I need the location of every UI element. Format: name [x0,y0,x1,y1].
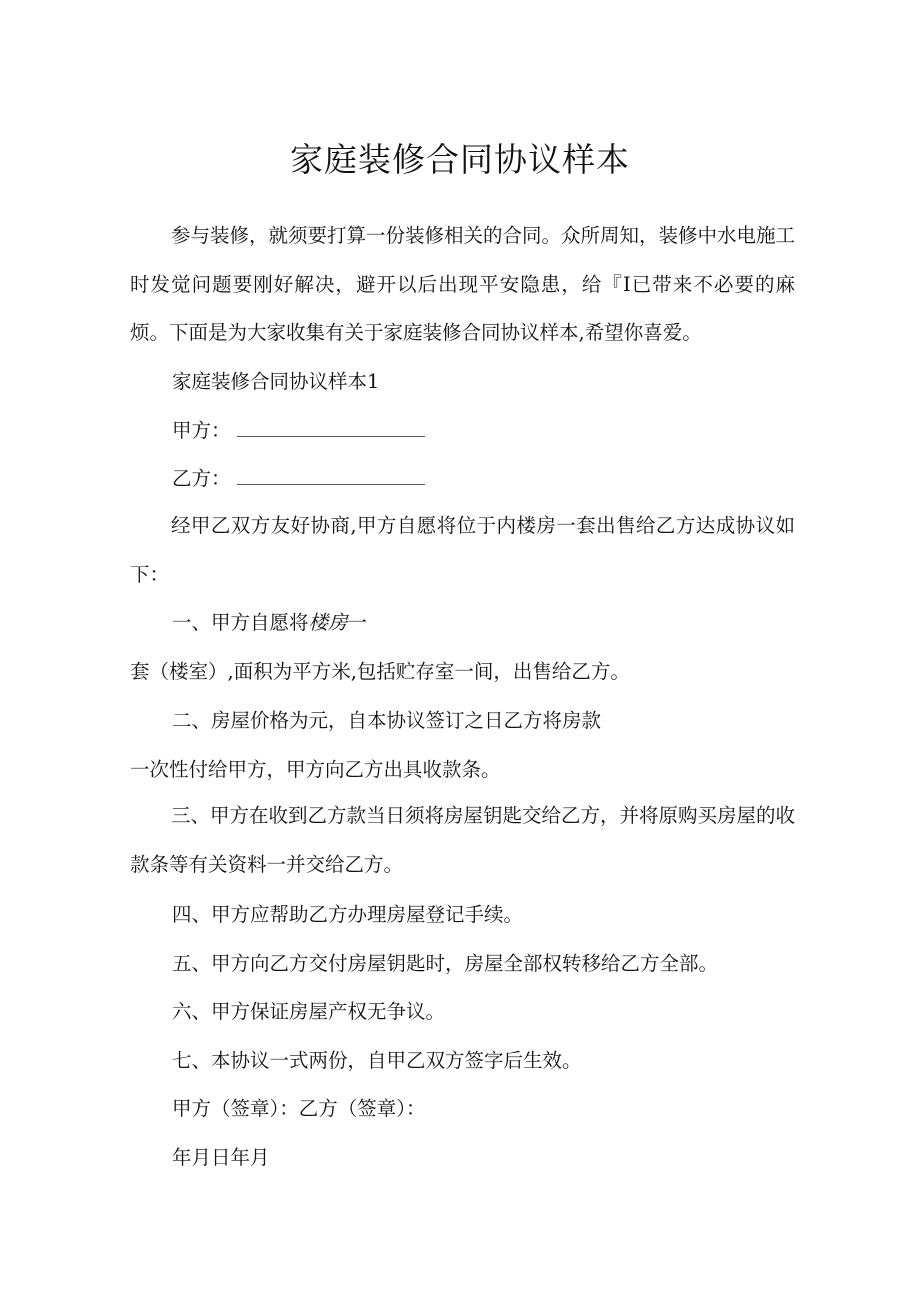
agreement-intro-paragraph: 经甲乙双方友好协商,甲方自愿将位于内楼房一套出售给乙方达成协议如下： [130,514,795,586]
party-a-line [172,416,425,446]
clause-1-line-2: 套（楼室）,面积为平方米,包括贮存室一间，出售给乙方。 [130,660,630,683]
clause-5: 五、甲方向乙方交付房屋钥匙时，房屋全部权转移给乙方全部。 [172,952,719,975]
party-a-label: 甲方： [172,419,231,442]
clause-1-prefix: 一、甲方自愿将 [172,611,309,634]
clause-1-italic: 楼房 [308,611,348,634]
signature-line: 甲方（签章）：乙方（签章）： [172,1097,426,1120]
clause-7: 七、本协议一式两份，自甲乙双方签字后生效。 [172,1049,582,1072]
clause-6: 六、甲方保证房屋产权无争议。 [172,1000,446,1023]
document-title: 家庭装修合同协议样本 [290,140,630,179]
clause-2-line-2: 一次性付给甲方，甲方向乙方出具收款条。 [130,758,501,781]
date-line: 年月日年月 [172,1146,270,1169]
intro-paragraph: 参与装修，就须要打算一份装修相关的合同。众所周知，装修中水电施工时发觉问题要刚好解决，避开以后出现平安隐患，给『I已带来不必要的麻烦。下面是为大家收集有关于家庭装修合同协议样本,希望你喜爱。 [130,224,796,344]
clause-1-suffix: 一 [347,611,368,634]
party-a-blank [237,418,425,437]
party-b-line [172,464,425,494]
clause-1-line-1 [172,608,367,638]
clause-2-line-1: 二、房屋价格为元，自本协议签订之日乙方将房款 [172,709,602,732]
clause-4: 四、甲方应帮助乙方办理房屋登记手续。 [172,903,524,926]
clause-3-paragraph: 三、甲方在收到乙方款当日须将房屋钥匙交给乙方，并将原购买房屋的收款条等有关资料一并交给乙方。 [130,804,796,876]
sample-heading: 家庭装修合同协议样本1 [172,370,380,393]
party-b-label: 乙方： [172,467,231,490]
party-b-blank [237,466,425,485]
